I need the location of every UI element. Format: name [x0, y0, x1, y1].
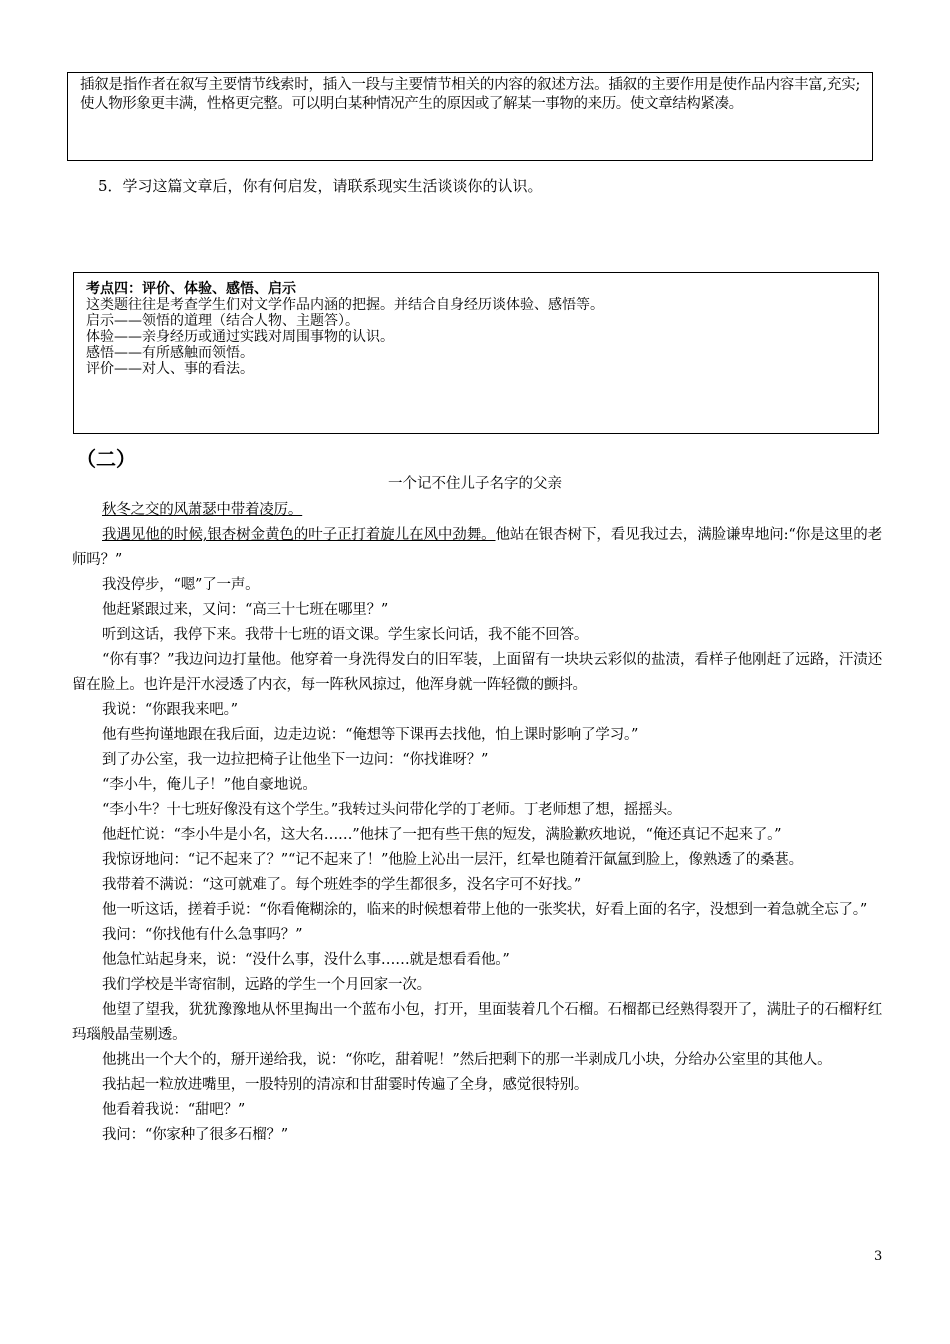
exam-point-line: 感悟——有所感触而领悟。 — [86, 345, 254, 361]
article-paragraph: 他赶紧跟过来，又问：“高三十七班在哪里？” — [102, 602, 389, 618]
question-5: 5．学习这篇文章后，你有何启发，请联系现实生活谈谈你的认识。 — [98, 177, 543, 195]
exam-point-line: 评价——对人、事的看法。 — [86, 361, 254, 377]
exam-point-line: 体验——亲身经历或通过实践对周围事物的认识。 — [86, 329, 394, 345]
article-paragraph: 听到这话，我停下来。我带十七班的语文课。学生家长问话，我不能不回答。 — [102, 627, 589, 643]
article-paragraph: 到了办公室，我一边拉把椅子让他坐下一边问：“你找谁呀？” — [102, 752, 489, 768]
article-paragraph — [72, 498, 882, 523]
article-paragraph: 我拈起一粒放进嘴里，一股特别的清凉和甘甜霎时传遍了全身，感觉很特别。 — [102, 1077, 589, 1093]
exam-point-line: 启示——领悟的道理（结合人物、主题答）。 — [86, 313, 359, 329]
page-number: 3 — [874, 1249, 883, 1264]
article-paragraph: 他有些拘谨地跟在我后面，边走边说：“俺想等下课再去找他，怕上课时影响了学习。” — [102, 727, 639, 743]
article-paragraph: 我没停步，“嗯”了一声。 — [102, 577, 260, 593]
exam-point-line: 这类题往往是考查学生们对文学作品内涵的把握。并结合自身经历谈体验、感悟等。 — [86, 297, 604, 313]
article-paragraph: “李小牛，俺儿子！”他自豪地说。 — [102, 777, 317, 793]
article-paragraph: 他挑出一个大个的，掰开递给我，说：“你吃，甜着呢！”然后把剩下的那一半剥成几小块，分给办公室里的其他人。 — [102, 1052, 832, 1068]
section-label: （二） — [76, 447, 136, 471]
exam-point-title: 考点四：评价、体验、感悟、启示 — [86, 281, 296, 297]
article-body — [72, 498, 882, 1148]
article-paragraph: “李小牛？十七班好像没有这个学生。”我转过头问带化学的丁老师。丁老师想了想，摇摇头。 — [102, 802, 682, 818]
article-paragraph: “你有事？”我边问边打量他。他穿着一身洗得发白的旧军装，上面留有一块块云彩似的盐渍，看样子他刚赶了远路，汗渍还留在脸上。也许是汗水浸透了内衣，每一阵秋风掠过，他浑身就一阵轻微的颤抖。 — [72, 652, 882, 693]
article-title: 一个记不住儿子名字的父亲 — [388, 476, 562, 492]
article-paragraph — [72, 523, 882, 573]
article-paragraph: 我问：“你家种了很多石榴？” — [102, 1127, 289, 1143]
article-paragraph: 他看着我说：“甜吧？” — [102, 1102, 246, 1118]
underlined-text: 我遇见他的时候,银杏树金黄色的叶子正打着旋儿在风中劲舞。 — [102, 527, 496, 543]
paragraph-text: 他站在银杏树下，看见我过去，满脸谦卑地问:“你是这里的老师吗？” — [72, 527, 882, 568]
article-paragraph: 他急忙站起身来，说：“没什么事，没什么事……就是想看看他。” — [102, 952, 510, 968]
exam-point-box — [73, 272, 879, 434]
article-paragraph: 我惊讶地问：“记不起来了？”“记不起来了！”他脸上沁出一层汗，红晕也随着汗氤氲到脸上，像熟透了的桑葚。 — [102, 852, 803, 868]
article-paragraph: 我带着不满说：“这可就难了。每个班姓李的学生都很多，没名字可不好找。” — [102, 877, 582, 893]
article-paragraph: 我说：“你跟我来吧。” — [102, 702, 238, 718]
article-paragraph: 他赶忙说：“李小牛是小名，这大名……”他抹了一把有些干焦的短发，满脸歉疚地说，“俺还真记不起来了。” — [102, 827, 782, 843]
article-paragraph: 他望了望我，犹犹豫豫地从怀里掏出一个蓝布小包，打开，里面装着几个石榴。石榴都已经熟得裂开了，满肚子的石榴籽红玛瑙般晶莹剔透。 — [72, 1002, 882, 1043]
article-paragraph: 他一听这话，搓着手说：“你看俺糊涂的，临来的时候想着带上他的一张奖状，好看上面的名字，没想到一着急就全忘了。” — [102, 902, 868, 918]
note-text: 插叙是指作者在叙写主要情节线索时，插入一段与主要情节相关的内容的叙述方法。插叙的主要作用是使作品内容丰富,充实;使人物形象更丰满，性格更完整。可以明白某种情况产生的原因或了解某一事物的来历。使文章结构紧凑。 — [80, 77, 860, 112]
note-box — [67, 72, 873, 161]
article-paragraph: 我们学校是半寄宿制，远路的学生一个月回家一次。 — [102, 977, 431, 993]
article-paragraph: 我问：“你找他有什么急事吗？” — [102, 927, 303, 943]
underlined-text: 秋冬之交的风萧瑟中带着凌厉。 — [102, 502, 303, 518]
